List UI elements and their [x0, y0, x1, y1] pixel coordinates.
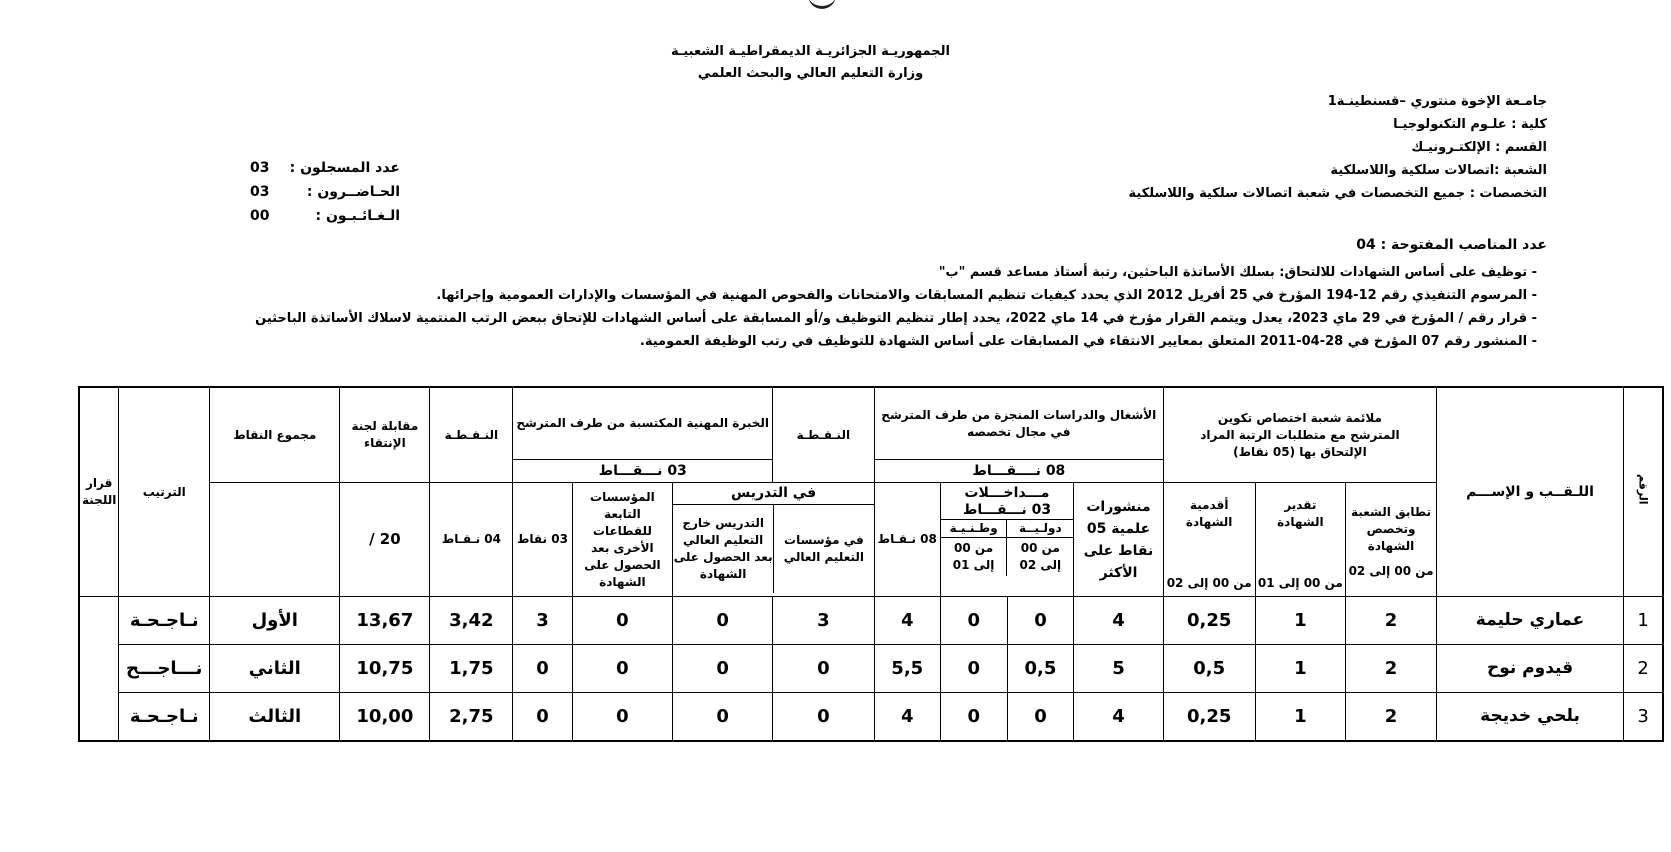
- cell-interview: 3,42: [430, 597, 513, 645]
- header-suitability: ملائمة شعبة اختصاص تكوين المترشح مع متطلبات الرتبة المراد الإلتحاق بها (05 نقاط): [1163, 387, 1436, 483]
- republic-title: الجمهوريـة الجزائريـة الديمقراطيـة الشعبيـة: [671, 44, 950, 59]
- header-publications: منشورات علمية 05 نقاط على الأكثر: [1074, 483, 1164, 597]
- header-total: مجموع النقاط: [210, 387, 340, 483]
- header-grade-range: من 00 إلى 01: [1257, 576, 1343, 590]
- cell-total: 10,00: [340, 693, 430, 742]
- header-name: اللـقــب و الإســـم: [1436, 387, 1623, 597]
- institution-info: [1128, 90, 1547, 205]
- cell-national: 0: [940, 693, 1007, 742]
- cell-name: قيدوم نوح: [1436, 645, 1623, 693]
- header-grade: [1255, 483, 1346, 597]
- cell-match: 2: [1346, 645, 1437, 693]
- cell-seniority: 0,5: [1163, 645, 1255, 693]
- cell-num: 3: [1624, 693, 1663, 742]
- ministry-title: وزارة التعليم العالي والبحث العلمي: [697, 66, 924, 81]
- header-teaching-label: في التدريس: [673, 483, 873, 505]
- registered-label: عدد المسجلون :: [289, 160, 400, 176]
- note-line: - المرسوم التنفيذي رقم 12-194 المؤرخ في 25 أفريل 2012 الذي يحدد كيفيات تنظيم المسابقات والامتحانات والفحوص المهنية في المؤسسات والإدارات العمومية وإجرائها.: [436, 288, 1537, 303]
- results-table: [78, 386, 1664, 742]
- header-national-range: من 00 إلى 01: [952, 541, 995, 572]
- present-label: الحـاضــرون :: [306, 184, 400, 200]
- header-decision: قرار اللجنة: [79, 387, 119, 597]
- cell-grade: 1: [1255, 645, 1346, 693]
- header-national-label: وطـنـيـة: [941, 520, 1007, 538]
- header-interview: مقابلة لجنة الإنتقاء: [340, 387, 430, 483]
- header-teaching-outside: التدريس خارج التعليم العالي بعد الحصول على الشهادة: [673, 516, 773, 581]
- table-row: [79, 693, 1663, 742]
- cell-match: 2: [1346, 597, 1437, 645]
- cell-teaching-higher: 0: [772, 693, 874, 742]
- registration-counts: [250, 156, 400, 228]
- cell-teaching-higher: 0: [772, 645, 874, 693]
- cell-institutions: 0: [572, 597, 673, 645]
- header-score2: النـقـطـة: [430, 387, 513, 483]
- header-teaching: [673, 483, 874, 597]
- header-seniority-range: من 00 إلى 02: [1166, 576, 1252, 590]
- table-row: [79, 645, 1663, 693]
- header-interventions-label: مـــداخـــلات: [964, 485, 1050, 501]
- header-international-range: من 00 إلى 02: [1019, 541, 1062, 572]
- header-match-range: من 00 إلى 02: [1348, 563, 1434, 578]
- open-posts-value: 04: [1356, 237, 1376, 253]
- cell-grade: 1: [1255, 693, 1346, 742]
- header-score1: النـقـطـة: [772, 387, 874, 483]
- cell-num: 1: [1624, 597, 1663, 645]
- cell-seniority: 0,25: [1163, 693, 1255, 742]
- cell-decision: نـــاجـــح: [119, 645, 210, 693]
- header-match: [1346, 483, 1437, 597]
- cell-interview: 2,75: [430, 693, 513, 742]
- cell-decision: نـاجـحـة: [119, 597, 210, 645]
- header-match-label: تطابق الشعبة وتخصص الشهادة: [1351, 504, 1432, 553]
- cell-decision: نـاجـحـة: [119, 693, 210, 742]
- cell-teaching-outside: 0: [673, 597, 773, 645]
- header-institutions: المؤسسات التابعة للقطاعات الأخرى بعد الحصول على الشهادة: [572, 483, 673, 597]
- cell-teaching-outside: 0: [673, 693, 773, 742]
- header-rank: الترتيب: [119, 387, 210, 597]
- header-seniority-label: أقدمية الشهادة: [1185, 498, 1233, 529]
- cell-publications: 4: [1074, 597, 1164, 645]
- branch-name: الشعبة :اتصالات سلكية واللاسلكية: [1330, 163, 1547, 178]
- header-grade-label: تقدير الشهادة: [1277, 498, 1324, 529]
- header-interventions-points: 03 نـــقـــاط: [941, 502, 1073, 520]
- cell-name: عماري حليمة: [1436, 597, 1623, 645]
- cell-score1: 4: [874, 693, 940, 742]
- cell-publications: 5: [1074, 645, 1164, 693]
- cell-match: 2: [1346, 693, 1437, 742]
- open-posts: [1356, 237, 1547, 253]
- header-international-label: دولـيــة: [1007, 520, 1073, 538]
- header-teaching-group: [874, 483, 940, 597]
- cell-international: 0,5: [1007, 645, 1073, 693]
- cell-score2: 3: [513, 597, 572, 645]
- top-arc-decoration: [808, 0, 836, 9]
- note-line: - المنشور رقم 07 المؤرخ في 28-04-2011 المتعلق بمعايير الانتقاء في المسابقات على أساس الشهادة للتوظيف في رتب الوظيفة العمومية.: [639, 334, 1537, 349]
- header-teaching-higher: في مؤسسات التعليم العالي: [773, 505, 874, 593]
- cell-institutions: 0: [572, 645, 673, 693]
- cell-score2: 0: [513, 645, 572, 693]
- header-number-text: الرقم: [1636, 474, 1650, 505]
- cell-grade: 1: [1255, 597, 1346, 645]
- cell-num: 2: [1624, 645, 1663, 693]
- cell-rank: الثالث: [210, 693, 340, 742]
- legal-notes: [255, 261, 1537, 353]
- cell-seniority: 0,25: [1163, 597, 1255, 645]
- cell-name: بلحي خديجة: [1436, 693, 1623, 742]
- cell-score2: 0: [513, 693, 572, 742]
- cell-publications: 4: [1074, 693, 1164, 742]
- header-total-sub: 20 /: [340, 483, 430, 597]
- header-number: [1624, 387, 1663, 597]
- header-experience: الخبرة المهنية المكتسبة من طرف المترشح: [513, 387, 773, 460]
- cell-teaching-outside: 0: [673, 645, 773, 693]
- registered-value: 03: [250, 160, 270, 176]
- cell-national: 0: [940, 645, 1007, 693]
- cell-interview: 1,75: [430, 645, 513, 693]
- header-national: [941, 520, 1007, 576]
- cell-international: 0: [1007, 597, 1073, 645]
- header-score1-sub: 08 نـقـاط: [877, 532, 937, 546]
- cell-total: 10,75: [340, 645, 430, 693]
- cell-institutions: 0: [572, 693, 673, 742]
- header-seniority: [1163, 483, 1255, 597]
- header-experience-points: 03 نـــقـــاط: [513, 460, 773, 483]
- header-works-points: 08 نــــقـــاط: [874, 460, 1163, 483]
- cell-rank: الأول: [210, 597, 340, 645]
- cell-score1: 4: [874, 597, 940, 645]
- header-score2-sub: 03 نقاط: [513, 483, 572, 597]
- cell-international: 0: [1007, 693, 1073, 742]
- absent-label: الـغـائـبـون :: [315, 208, 400, 224]
- faculty-name: كلية : علـوم التكنولوجيـا: [1393, 117, 1547, 132]
- cell-national: 0: [940, 597, 1007, 645]
- university-name: جامـعة الإخوة منتوري –قسنطينـة1: [1327, 94, 1547, 109]
- interventions-subheads: [941, 520, 1073, 576]
- header-works: الأشغال والدراسات المنجزة من طرف المترشح في مجال تخصصه: [874, 387, 1163, 460]
- cell-score1: 5,5: [874, 645, 940, 693]
- open-posts-label: عدد المناصب المفتوحة :: [1380, 237, 1547, 253]
- header-international: [1006, 520, 1073, 576]
- header-interventions: [940, 483, 1073, 597]
- header-interview-sub: 04 نـقـاط: [430, 483, 513, 597]
- note-line: - قرار رقم / المؤرخ في 29 ماي 2023، يعدل ويتمم القرار مؤرخ في 14 ماي 2022، يحدد إطار تنظيم التوظيف و/أو المسابقة على أساس الشهادات للإتحاق ببعض الرتب المنتمية لاسلاك الأساتذة الباحثين: [255, 311, 1537, 326]
- cell-teaching-higher: 3: [772, 597, 874, 645]
- cell-total: 13,67: [340, 597, 430, 645]
- department-name: القسم : الإلكتـرونيـك: [1411, 140, 1547, 155]
- teaching-subheads: [673, 505, 873, 593]
- specialties-text: التخصصات : جميع التخصصات في شعبة اتصالات سلكية واللاسلكية: [1128, 186, 1547, 201]
- absent-value: 00: [250, 208, 270, 224]
- cell-rank: الثاني: [210, 645, 340, 693]
- present-value: 03: [250, 184, 270, 200]
- table-row: [79, 597, 1663, 645]
- note-line: - توظيف على أساس الشهادات للالتحاق: بسلك الأساتذة الباحثين، رتبة أستاذ مساعد قسم "ب": [938, 265, 1537, 280]
